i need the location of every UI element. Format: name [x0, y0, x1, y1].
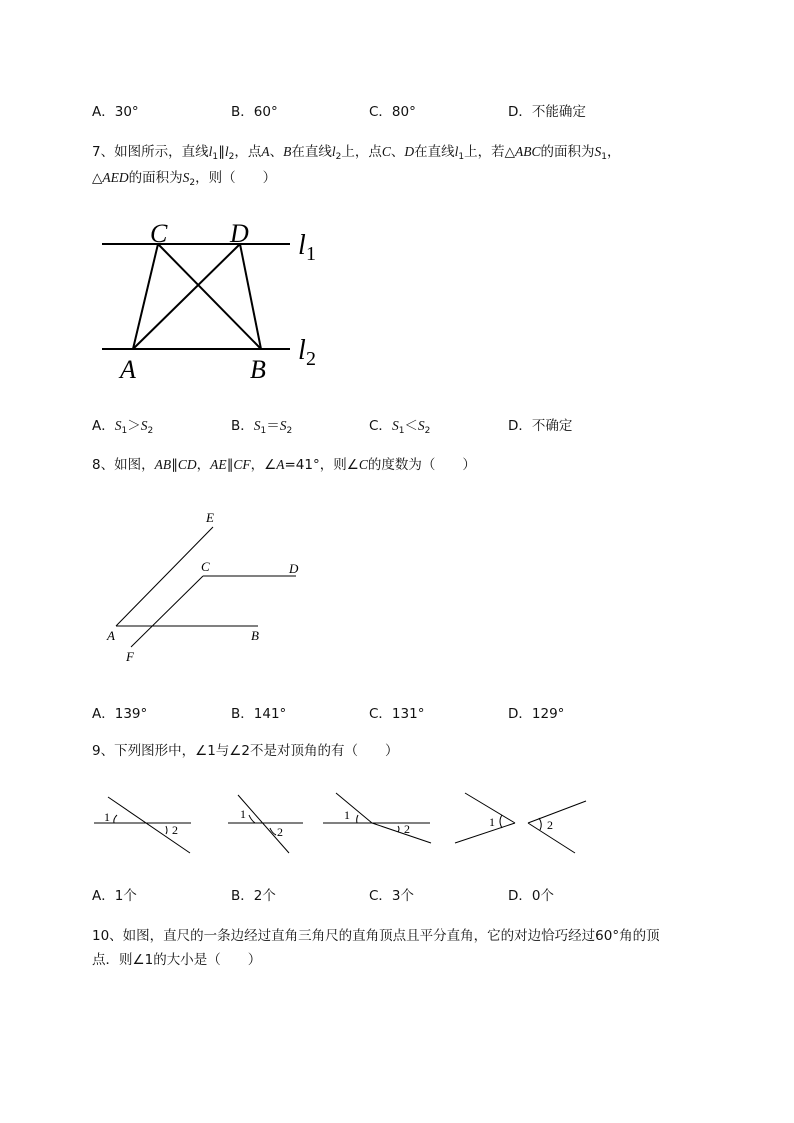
- angle-label: 1: [489, 815, 495, 829]
- q8-stem: 8、如图，AB∥CD，AE∥CF，∠A=41°，则∠C的度数为（ ）: [92, 457, 476, 473]
- q8-option-c: C．131°: [369, 706, 425, 722]
- angle-label: 1: [240, 807, 246, 821]
- angle-label: 2: [547, 818, 553, 832]
- q6-option-a: A．30°: [92, 104, 139, 120]
- q10-stem-line1: 10、如图，直尺的一条边经过直角三角尺的直角顶点且平分直角，它的对边恰巧经过60°角的顶: [92, 928, 660, 944]
- q9-figure-3: [323, 793, 431, 843]
- q9-figure-4: [455, 793, 586, 853]
- q8-option-a: A．139°: [92, 706, 148, 722]
- label-d: D: [230, 219, 249, 248]
- label-d: D: [289, 561, 299, 576]
- q9-option-c: C．3个: [369, 888, 415, 904]
- label-b: B: [251, 628, 259, 643]
- label-c: C: [201, 559, 210, 574]
- label-c: C: [150, 219, 168, 248]
- label-b: B: [250, 355, 266, 384]
- label-e: E: [206, 510, 214, 525]
- q7-option-c: C．$S_1<S_2$: [369, 418, 431, 436]
- q8-option-b: B．141°: [231, 706, 287, 722]
- q9-option-a: A．1个: [92, 888, 137, 904]
- q6-option-c: C．80°: [369, 104, 416, 120]
- q9-option-d: D．0个: [508, 888, 554, 904]
- label-l2: l: [298, 335, 306, 366]
- q7-option-d: D．不确定: [508, 418, 573, 434]
- angle-label: 1: [104, 810, 110, 824]
- angle-label: 2: [404, 822, 410, 836]
- angle-label: 2: [277, 825, 283, 839]
- q10-stem-line2: 点．则∠1的大小是（ ）: [92, 952, 262, 968]
- label-a: A: [120, 355, 136, 384]
- q9-stem: 9、下列图形中，∠1与∠2不是对顶角的有（ ）: [92, 743, 399, 759]
- q7-option-b: B．$S_1=S_2$: [231, 418, 293, 436]
- q9-figure-2: [228, 795, 303, 853]
- q7-option-a: A．$S_1>S_2$: [92, 418, 154, 436]
- label-l1-sub: 1: [306, 243, 316, 265]
- q8-option-d: D．129°: [508, 706, 565, 722]
- angle-label: 2: [172, 823, 178, 837]
- q6-option-d: D．不能确定: [508, 104, 586, 120]
- label-l1: l: [298, 230, 306, 261]
- q7-stem-line1: 7、如图所示，直线$l_1\parallel l_2$，点A、B在直线$l_2$上，点C、D在直线$l_1$上，若△ABC的面积为$S_1$，: [92, 144, 621, 162]
- angle-label: 1: [344, 808, 350, 822]
- label-l2-sub: 2: [306, 348, 316, 370]
- label-a: A: [107, 628, 115, 643]
- q9-figure-1: [94, 797, 191, 853]
- q7-stem-line2: △AED的面积为$S_2$，则（ ）: [92, 170, 277, 188]
- q6-option-b: B．60°: [231, 104, 278, 120]
- label-f: F: [126, 649, 134, 664]
- q9-option-b: B．2个: [231, 888, 276, 904]
